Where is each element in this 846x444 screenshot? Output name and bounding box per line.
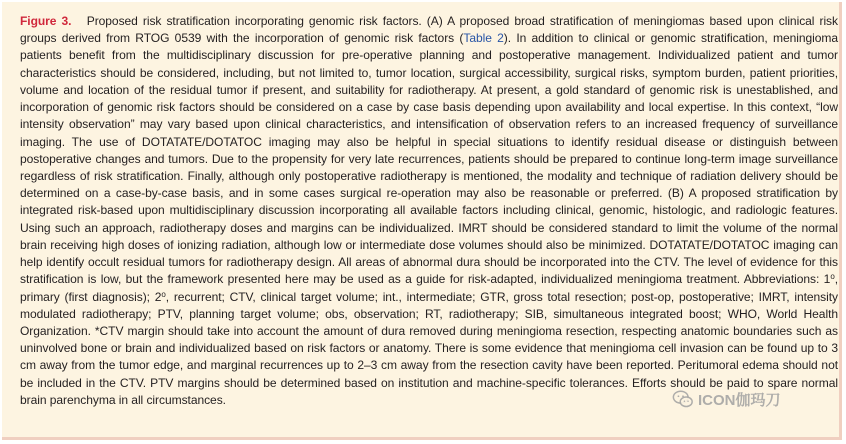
- figure-label: Figure 3.: [20, 14, 72, 28]
- caption-part-1: Proposed risk stratification incorporating genomic risk factors. (A) A proposed broad stratification of meningiomas based upon clinical risk groups derived from RTOG 0539 with the incorporation of genomic risk factors (: [20, 14, 838, 46]
- table-2-link[interactable]: Table 2: [463, 31, 504, 46]
- figure-caption-text: [20, 13, 838, 409]
- superscript-primary: o: [830, 272, 835, 282]
- watermark-text: ICON伽玛刀: [698, 391, 781, 409]
- superscript-recurrent: o: [161, 289, 166, 299]
- caption-part-2: ). In addition to clinical or genomic stratification, meningioma patients benefit from the multidisciplinary discussion for pre-operative planning and postoperative management. Individualized patient and tumor characteristics should be considered, including, but not limited to, tumor location, surgical accessibility, surgical risks, symptom burden, patient priorities, volume and location of the residual tumor if present, and suitability for radiotherapy. At present, a gold standard of genomic risk is unestablished, and incorporation of genomic risk factors should be considered on a case by case basis depending upon availability and local expertise. In this context, “low intensity observation” may vary based upon clinical characteristics, and intensification of observation refers to an increased frequency of surveillance imaging. The use of DOTATATE/DOTATOC imaging may also be helpful in special situations to identify residual disease or distinguish between postoperative changes and tumors. Due to the propensity for very late recurrences, patients should be prepared to continue long-term image surveillance regardless of risk stratification. Finally, although only postoperative radiotherapy is mentioned, the modality and technique of radiation delivery should be determined on a case-by-case basis, and in some cases surgical re-operation may also be reasonable or preferred. (B) A proposed stratification by integrated risk-based upon multidisciplinary discussion incorporating all available factors including clinical, genomic, histologic, and radiologic features. Using such an approach, radiotherapy doses and margins can be individualized. IMRT should be considered standard to limit the volume of the normal brain receiving high doses of ionizing radiation, although low or intermediate dose volumes should also be minimized. DOTATATE/DOTATOC imaging can help identify occult residual tumors for radiotherapy design. All areas of abnormal dura should be incorporated into the CTV. The level of evidence for this stratification is low, but the framework presented here may be used as a guide for risk-adapted, individualized meningioma treatment. Abbreviations: 1: [20, 31, 839, 287]
- caption-part-4: , recurrent; CTV, clinical target volume; int., intermediate; GTR, gross total resection; post-op, postoperative; IMRT, intensity modulated radiotherapy; PTV, planning target volume; obs, observation; RT, radiotherapy; SIB, simultaneous integrated boost; WHO, World Health Organization. *CTV margin should take into account the amount of dura removed during meningioma resection, respecting anatomic boundaries such as uninvolved bone or brain and individualized based on risk factors or anatomy. There is some evidence that meningioma cell invasion can be found up to 3 cm away from the tumor edge, and marginal recurrences up to 2–3 cm away from the resection cavity have been reported. Peritumoral edema should not be included in the CTV. PTV margins should be determined based on institution and machine-specific tolerances. Efforts should be paid to spare normal brain parenchyma in all circumstances.: [20, 289, 838, 407]
- figure-caption-box: [2, 2, 842, 440]
- caption-part-3: , primary (first diagnosis); 2: [20, 272, 838, 304]
